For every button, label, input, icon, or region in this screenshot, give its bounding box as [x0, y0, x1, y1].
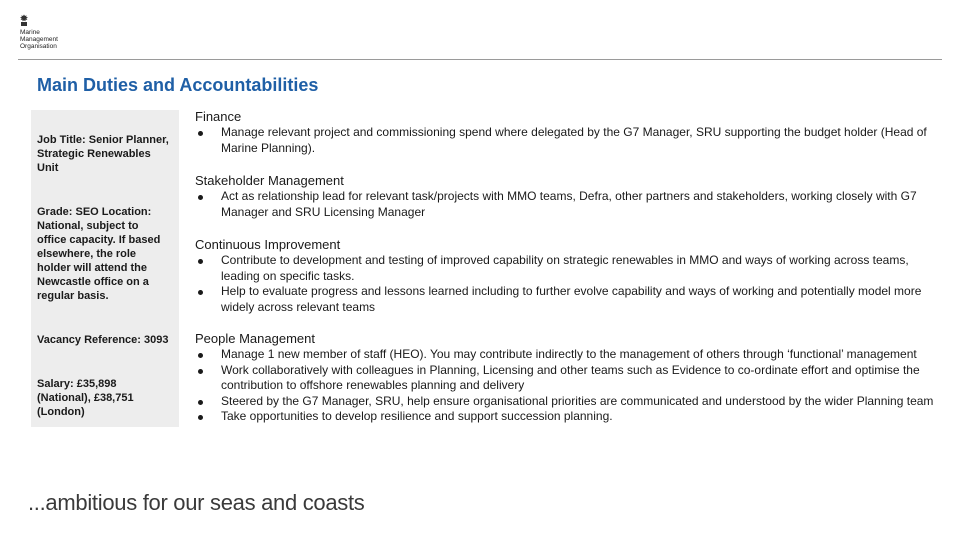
bullet-icon [198, 400, 203, 405]
logo-line: Management [20, 36, 58, 43]
list-item [195, 409, 945, 425]
job-details-sidebar [31, 110, 179, 427]
bullet-text: Take opportunities to develop resilience and support succession planning. [221, 409, 613, 424]
bullet-icon [198, 369, 203, 374]
job-title: Job Title: Senior Planner, Strategic Renewables Unit [37, 134, 169, 174]
page-title: Main Duties and Accountabilities [37, 75, 319, 95]
mmo-logo [18, 14, 78, 54]
bullet-icon [198, 415, 203, 420]
bullet-text: Help to evaluate progress and lessons learned including to further evolve capability and ways of working and potentially model more widely across relevant teams [221, 284, 922, 314]
bullet-text: Steered by the G7 Manager, SRU, help ensure organisational priorities are communicated and understood by the wider Planning team [221, 393, 934, 408]
footer-tagline: ...ambitious for our seas and coasts [28, 490, 365, 515]
section-title: Continuous Improvement [195, 237, 341, 252]
bullet-icon [198, 353, 203, 358]
bullet-text: Manage 1 new member of staff (HEO). You may contribute indirectly to the management of others through ‘functional’ management [221, 347, 917, 361]
bullet-text: Manage relevant project and commissioning spend where delegated by the G7 Manager, SRU supporting the budget holder (Head of Marine Planning). [221, 125, 927, 155]
section-stakeholder-management [195, 173, 945, 220]
bullet-icon [198, 259, 203, 264]
list-item [195, 189, 945, 220]
bullet-text: Contribute to development and testing of improved capability on strategic renewables in MMO and ways of working across teams, leading on specific tasks. [221, 253, 909, 283]
bullet-icon [198, 290, 203, 295]
list-item [195, 125, 945, 156]
list-item [195, 394, 945, 410]
section-title: Stakeholder Management [195, 173, 344, 188]
section-title: Finance [195, 109, 242, 124]
bullet-icon [198, 195, 203, 200]
section-finance [195, 109, 945, 156]
logo-text [20, 29, 58, 50]
logo-line: Marine [20, 29, 40, 36]
bullet-text: Work collaboratively with colleagues in Planning, Licensing and other teams such as Evidence to co-ordinate effort and optimise the contribution to offshore renewables planning and delivery [221, 362, 920, 393]
royal-crest-icon [18, 14, 30, 27]
bullet-list [195, 253, 945, 315]
list-item [195, 363, 945, 394]
bullet-list [195, 125, 945, 156]
list-item [195, 253, 945, 284]
bullet-text: Act as relationship lead for relevant task/projects with MMO teams, Defra, other partners and stakeholders, working closely with G7 Manager and SRU Licensing Manager [221, 189, 917, 219]
salary: Salary: £35,898 (National), £38,751 (London) [37, 378, 134, 418]
bullet-list [195, 189, 945, 220]
section-title: People Management [195, 331, 315, 346]
grade-location: Grade: SEO Location: National, subject to office capacity. If based elsewhere, the role holder will attend the Newcastle office on a regular basis. [37, 206, 161, 302]
list-item [195, 347, 945, 363]
list-item [195, 284, 945, 315]
logo-line: Organisation [20, 43, 57, 50]
section-continuous-improvement [195, 237, 945, 315]
bullet-list [195, 347, 945, 425]
header-divider [18, 59, 942, 60]
bullet-icon [198, 131, 203, 136]
vacancy-reference: Vacancy Reference: 3093 [37, 334, 169, 346]
section-people-management [195, 331, 945, 425]
